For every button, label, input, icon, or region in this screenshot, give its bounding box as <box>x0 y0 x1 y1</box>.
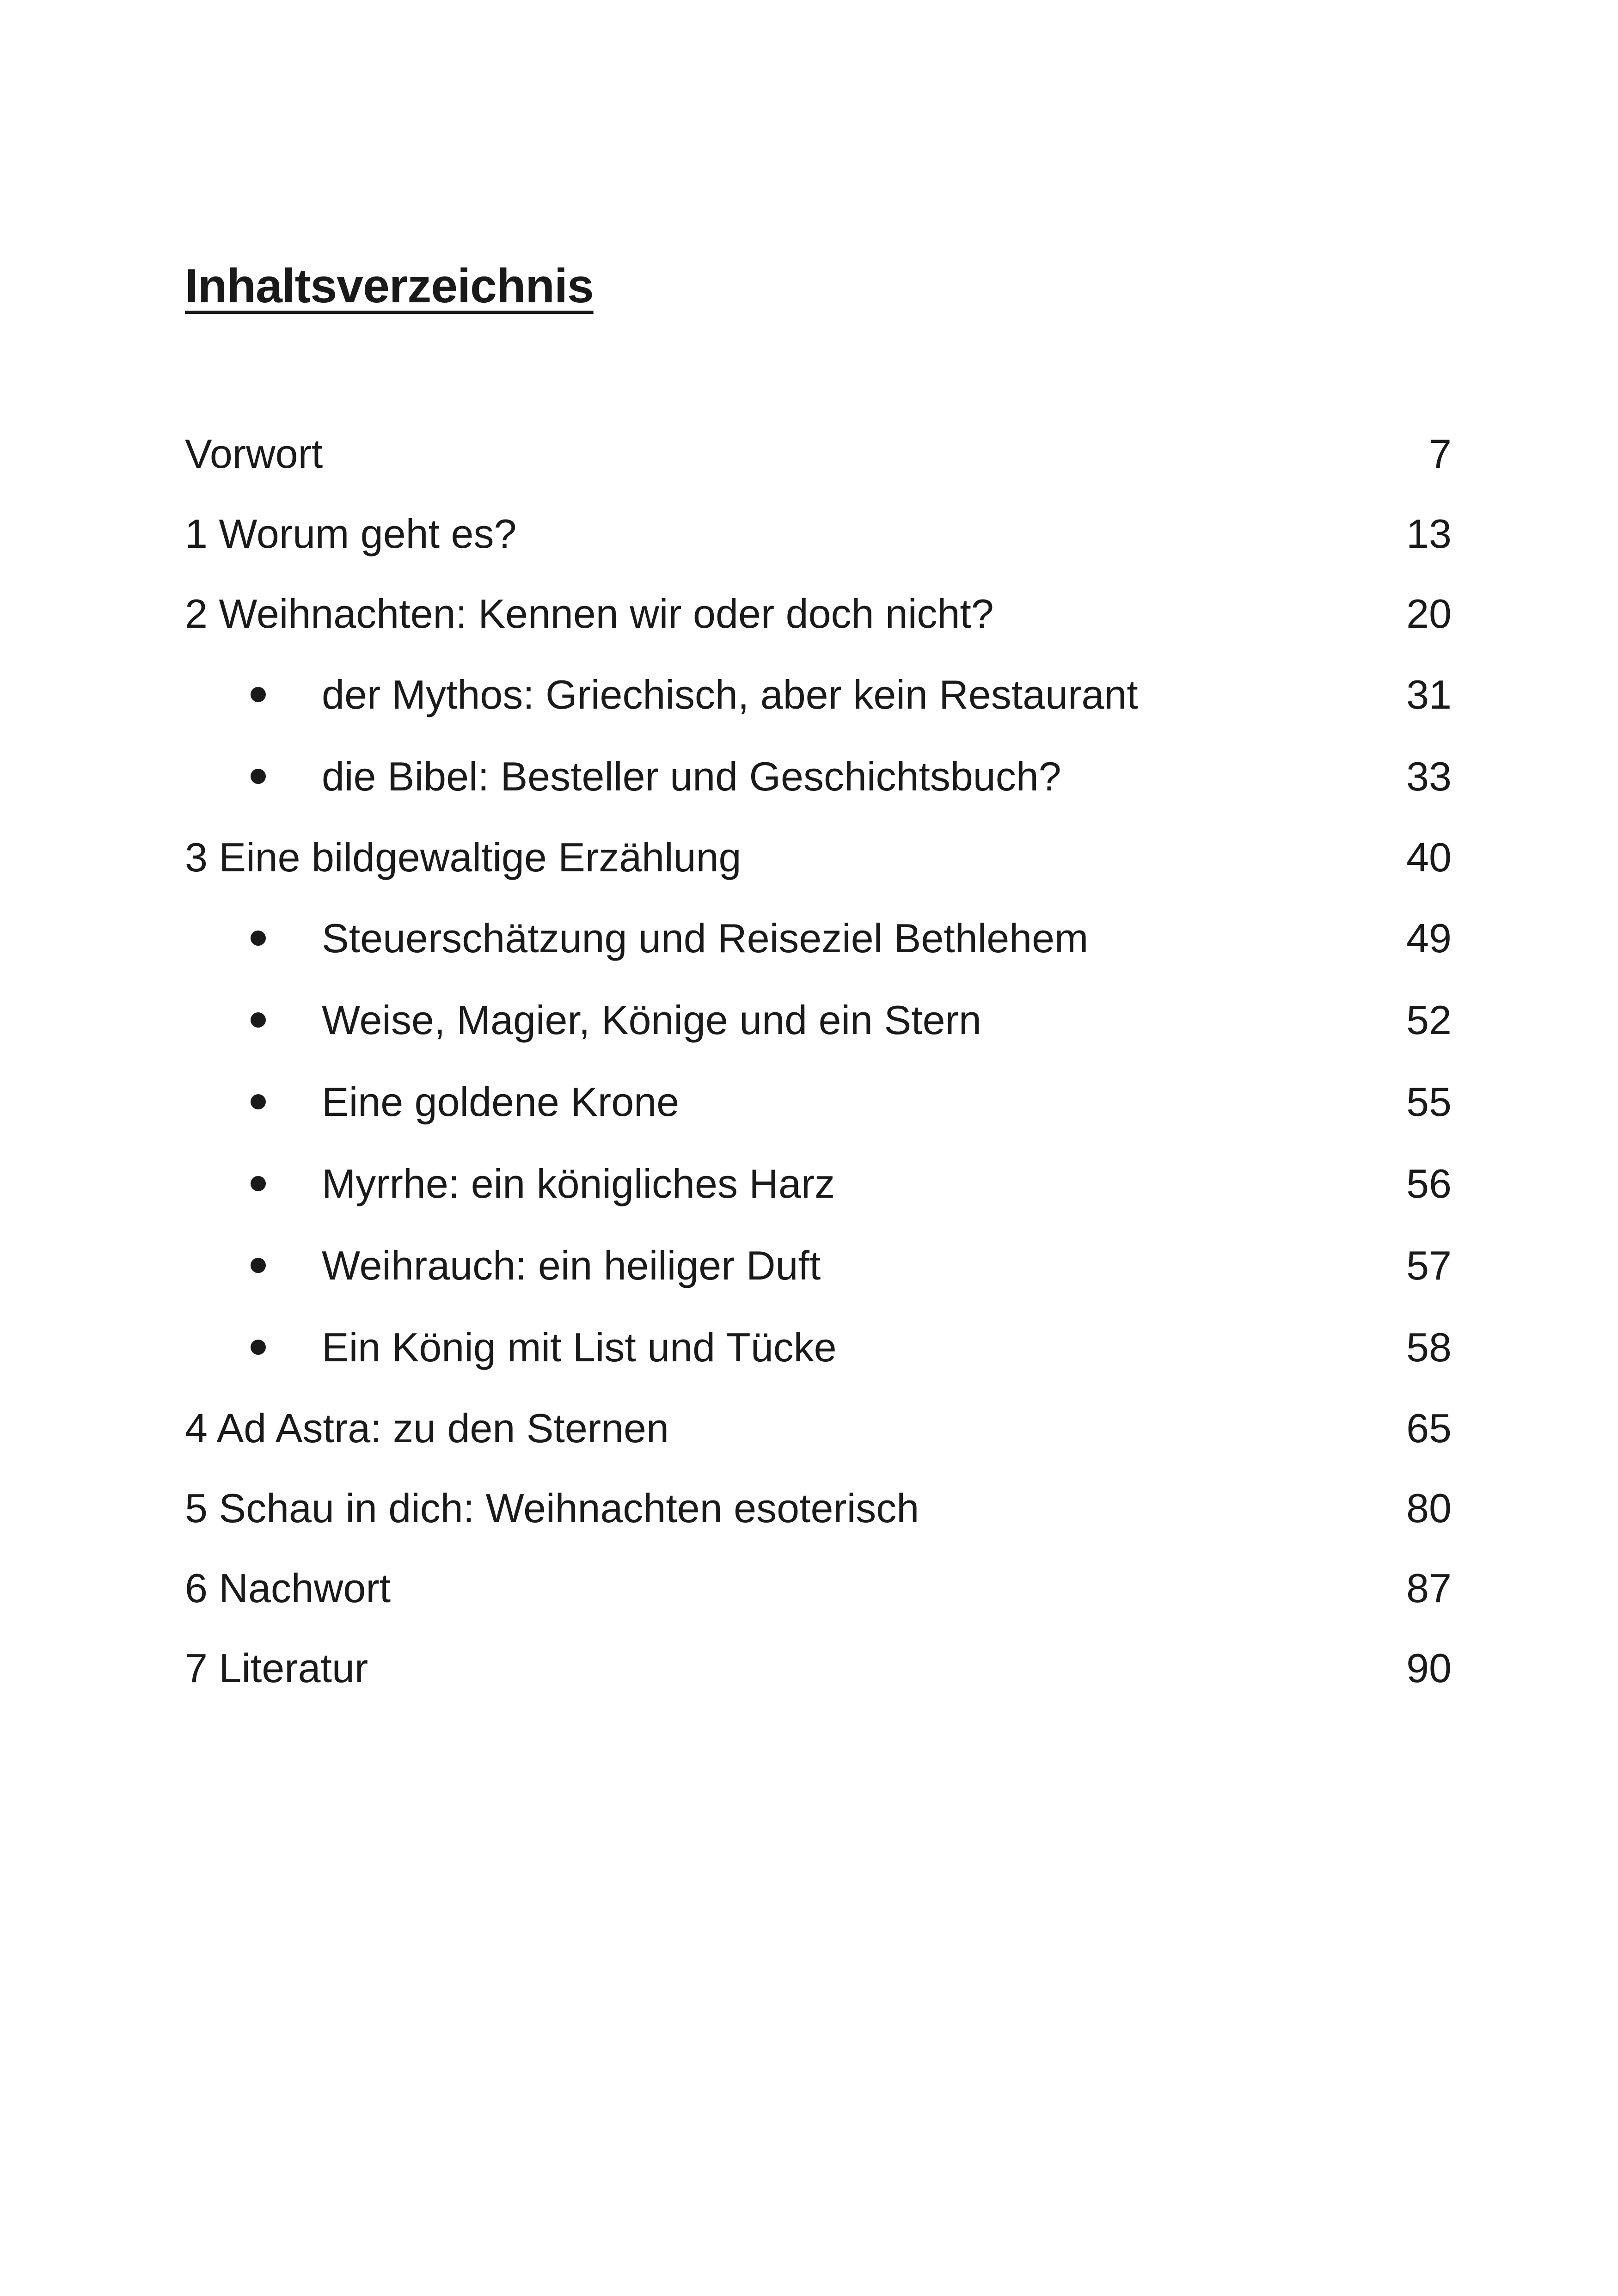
toc-entry-page-number: 58 <box>1406 1324 1452 1370</box>
toc-entry-label: 3 Eine bildgewaltige Erzählung <box>185 834 742 880</box>
toc-entry-label: die Bibel: Besteller und Geschichtsbuch? <box>322 753 1061 799</box>
toc-subentry <box>185 1143 1452 1225</box>
toc-entry <box>185 1548 1452 1628</box>
toc-entry-page-number: 49 <box>1406 915 1452 961</box>
bullet-icon <box>251 769 266 784</box>
toc-entry-page-number: 52 <box>1406 997 1452 1043</box>
bullet-icon <box>251 1258 266 1273</box>
bullet-icon <box>251 1094 266 1109</box>
toc-entry-page-number: 87 <box>1406 1565 1452 1611</box>
toc-entry <box>185 1468 1452 1548</box>
toc-entry-label: Weise, Magier, Könige und ein Stern <box>322 997 981 1043</box>
toc-subentry <box>185 1061 1452 1143</box>
toc-entry-page-number: 80 <box>1406 1485 1452 1531</box>
toc-entry-page-number: 20 <box>1406 591 1452 637</box>
toc-entry-page-number: 7 <box>1429 431 1452 477</box>
toc-subentry <box>185 1225 1452 1306</box>
toc-entry <box>185 1628 1452 1708</box>
toc-subentry <box>185 897 1452 979</box>
toc-subentry <box>185 1306 1452 1388</box>
bullet-icon <box>251 687 266 702</box>
toc-entry-page-number: 13 <box>1406 511 1452 557</box>
toc-entry-label: Weihrauch: ein heiliger Duft <box>322 1243 821 1288</box>
toc-entry-page-number: 55 <box>1406 1079 1452 1125</box>
toc-entry-label: Steuerschätzung und Reiseziel Bethlehem <box>322 915 1089 961</box>
bullet-icon <box>251 1012 266 1028</box>
toc-entry-label: Eine goldene Krone <box>322 1079 680 1125</box>
toc-subentry <box>185 979 1452 1061</box>
bullet-icon <box>251 931 266 946</box>
toc-subentry <box>185 654 1452 735</box>
table-of-contents <box>185 414 1452 1708</box>
toc-entry-page-number: 56 <box>1406 1161 1452 1206</box>
toc-entry-label: 1 Worum geht es? <box>185 511 517 557</box>
toc-entry <box>185 494 1452 574</box>
toc-entry-page-number: 40 <box>1406 834 1452 880</box>
toc-entry-label: 7 Literatur <box>185 1645 368 1691</box>
toc-entry-label: 4 Ad Astra: zu den Sternen <box>185 1405 669 1451</box>
toc-entry-label: Vorwort <box>185 431 323 477</box>
toc-entry-label: 2 Weihnachten: Kennen wir oder doch nicht? <box>185 591 994 637</box>
toc-entry <box>185 817 1452 897</box>
toc-entry <box>185 414 1452 494</box>
toc-entry-label: 6 Nachwort <box>185 1565 391 1611</box>
toc-entry-page-number: 65 <box>1406 1405 1452 1451</box>
toc-entry-page-number: 33 <box>1406 753 1452 799</box>
toc-heading: Inhaltsverzeichnis <box>185 259 594 313</box>
toc-entry-page-number: 57 <box>1406 1243 1452 1288</box>
toc-entry-label: Myrrhe: ein königliches Harz <box>322 1161 835 1206</box>
toc-entry-page-number: 90 <box>1406 1645 1452 1691</box>
toc-entry-label: 5 Schau in dich: Weihnachten esoterisch <box>185 1485 919 1531</box>
toc-entry-page-number: 31 <box>1406 672 1452 717</box>
bullet-icon <box>251 1176 266 1191</box>
toc-subentry <box>185 735 1452 817</box>
bullet-icon <box>251 1340 266 1355</box>
toc-entry-label: Ein König mit List und Tücke <box>322 1324 837 1370</box>
toc-entry <box>185 1388 1452 1468</box>
toc-entry <box>185 574 1452 654</box>
toc-entry-label: der Mythos: Griechisch, aber kein Restaurant <box>322 672 1138 717</box>
